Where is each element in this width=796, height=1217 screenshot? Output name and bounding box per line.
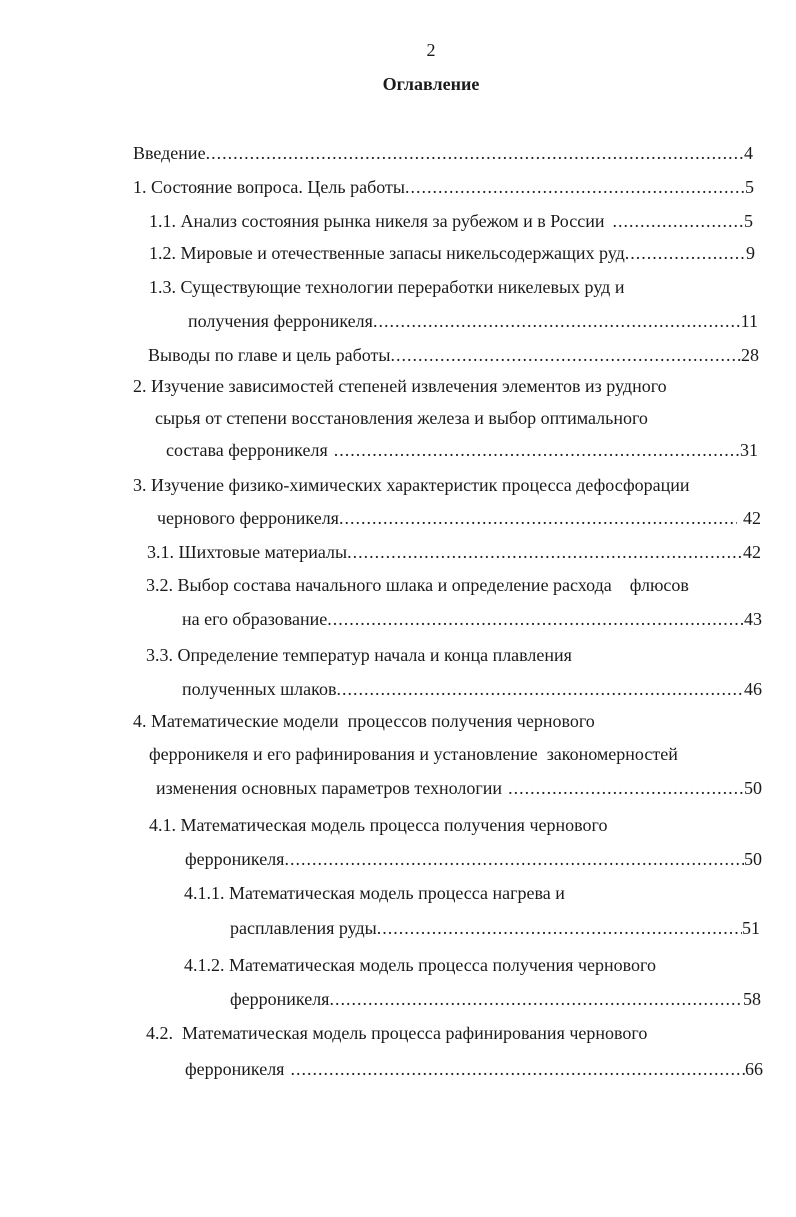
toc-entry-section-1-2[interactable] — [149, 242, 755, 264]
toc-entry-section-4-2-line1[interactable]: 4.2. Математическая модель процесса рафинирования чернового — [146, 1023, 648, 1043]
toc-entry-section-4-2[interactable] — [185, 1058, 763, 1080]
toc-entry-section-3-2[interactable] — [182, 608, 762, 630]
dot-leader — [334, 439, 740, 461]
dot-leader — [373, 310, 741, 332]
toc-entry-text: 1. Состояние вопроса. Цель работы — [133, 177, 405, 197]
toc-entry-text: Выводы по главе и цель работы — [148, 345, 391, 365]
toc-entry-text: на его образование — [182, 609, 328, 629]
toc-entry-text: ферроникеля — [230, 989, 330, 1009]
toc-page-number: 42 — [743, 542, 761, 562]
toc-entry-section-4-line2[interactable]: ферроникеля и его рафинирования и установление закономерностей — [149, 744, 678, 764]
toc-page-number: 9 — [746, 243, 755, 263]
toc-entry-section-3-3-line1[interactable]: 3.3. Определение температур начала и конца плавления — [146, 645, 572, 665]
toc-entry-text: 3.1. Шихтовые материалы — [147, 542, 348, 562]
toc-entry-section-4-1[interactable] — [185, 848, 762, 870]
toc-entry-conclusions[interactable] — [148, 344, 759, 366]
toc-entry-text: изменения основных параметров технологии — [156, 778, 503, 798]
toc-entry-section-3-line1[interactable]: 3. Изучение физико-химических характеристик процесса дефосфорации — [133, 475, 690, 495]
toc-entry-text: получения ферроникеля — [188, 311, 373, 331]
page-title: Оглавление — [382, 74, 480, 94]
toc-entry-section-4-1-1-line1[interactable]: 4.1.1. Математическая модель процесса нагрева и — [184, 883, 565, 903]
toc-entry-section-4[interactable] — [156, 777, 762, 799]
toc-entry-text: ферроникеля — [185, 849, 285, 869]
toc-entry-section-1[interactable] — [133, 176, 754, 198]
toc-page-number: 51 — [742, 918, 760, 938]
toc-entry-section-1-1[interactable] — [149, 210, 753, 232]
toc-page-number: 46 — [744, 679, 762, 699]
dot-leader — [347, 541, 743, 563]
toc-entry-text: Введение — [133, 143, 206, 163]
toc-entry-intro[interactable] — [133, 142, 753, 164]
toc-page-number: 50 — [744, 778, 762, 798]
dot-leader — [329, 988, 743, 1010]
toc-entry-section-3-3[interactable] — [182, 678, 762, 700]
toc-page-number: 58 — [743, 989, 761, 1009]
toc-entry-text: 1.2. Мировые и отечественные запасы никельсодержащих руд — [149, 243, 625, 263]
dot-leader — [339, 507, 737, 529]
toc-entry-section-3-2-line1[interactable]: 3.2. Выбор состава начального шлака и определение расхода флюсов — [146, 575, 689, 595]
toc-page-number: 4 — [744, 143, 753, 163]
toc-entry-text: чернового ферроникеля — [157, 508, 339, 528]
toc-page-number: 66 — [745, 1059, 763, 1079]
dot-leader — [405, 176, 745, 198]
toc-entry-text: состава ферроникеля — [166, 440, 328, 460]
dot-leader — [377, 917, 742, 939]
toc-page-number: 11 — [740, 311, 758, 331]
toc-page-number: 5 — [744, 211, 753, 231]
dot-leader — [508, 777, 744, 799]
toc-entry-section-3[interactable] — [157, 507, 761, 529]
toc-entry-section-1-3[interactable] — [188, 310, 758, 332]
dot-leader — [327, 608, 744, 630]
dot-leader — [290, 1058, 745, 1080]
toc-entry-section-4-line1[interactable]: 4. Математические модели процессов получения чернового — [133, 711, 595, 731]
toc-entry-text: полученных шлаков — [182, 679, 337, 699]
toc-entry-text: расплавления руды — [230, 918, 377, 938]
toc-entry-section-2-line2[interactable]: сырья от степени восстановления железа и выбор оптимального — [155, 408, 648, 428]
dot-leader — [206, 142, 744, 164]
toc-entry-section-3-1[interactable] — [147, 541, 761, 563]
toc-page-number: 31 — [740, 440, 758, 460]
toc-entry-section-2-line1[interactable]: 2. Изучение зависимостей степеней извлечения элементов из рудного — [133, 376, 667, 396]
dot-leader — [390, 344, 741, 366]
toc-page-number: 42 — [743, 508, 761, 528]
toc-page-number: 43 — [744, 609, 762, 629]
dot-leader — [284, 848, 744, 870]
toc-entry-section-1-3-line1[interactable]: 1.3. Существующие технологии переработки никелевых руд и — [149, 277, 625, 297]
toc-entry-section-4-1-2-line1[interactable]: 4.1.2. Математическая модель процесса получения чернового — [184, 955, 656, 975]
dot-leader — [625, 242, 746, 264]
toc-entry-section-2[interactable] — [166, 439, 758, 461]
toc-page-number: 50 — [744, 849, 762, 869]
toc-entry-section-4-1-1[interactable] — [230, 917, 760, 939]
toc-entry-section-4-1-line1[interactable]: 4.1. Математическая модель процесса получения чернового — [149, 815, 608, 835]
toc-page-number: 28 — [741, 345, 759, 365]
toc-entry-section-4-1-2[interactable] — [230, 988, 761, 1010]
dot-leader — [336, 678, 744, 700]
dot-leader — [613, 210, 744, 232]
page-number: 2 — [426, 40, 436, 60]
toc-entry-text: ферроникеля — [185, 1059, 285, 1079]
toc-page-number: 5 — [745, 177, 754, 197]
toc-entry-text: 1.1. Анализ состояния рынка никеля за рубежом и в России — [149, 211, 605, 231]
